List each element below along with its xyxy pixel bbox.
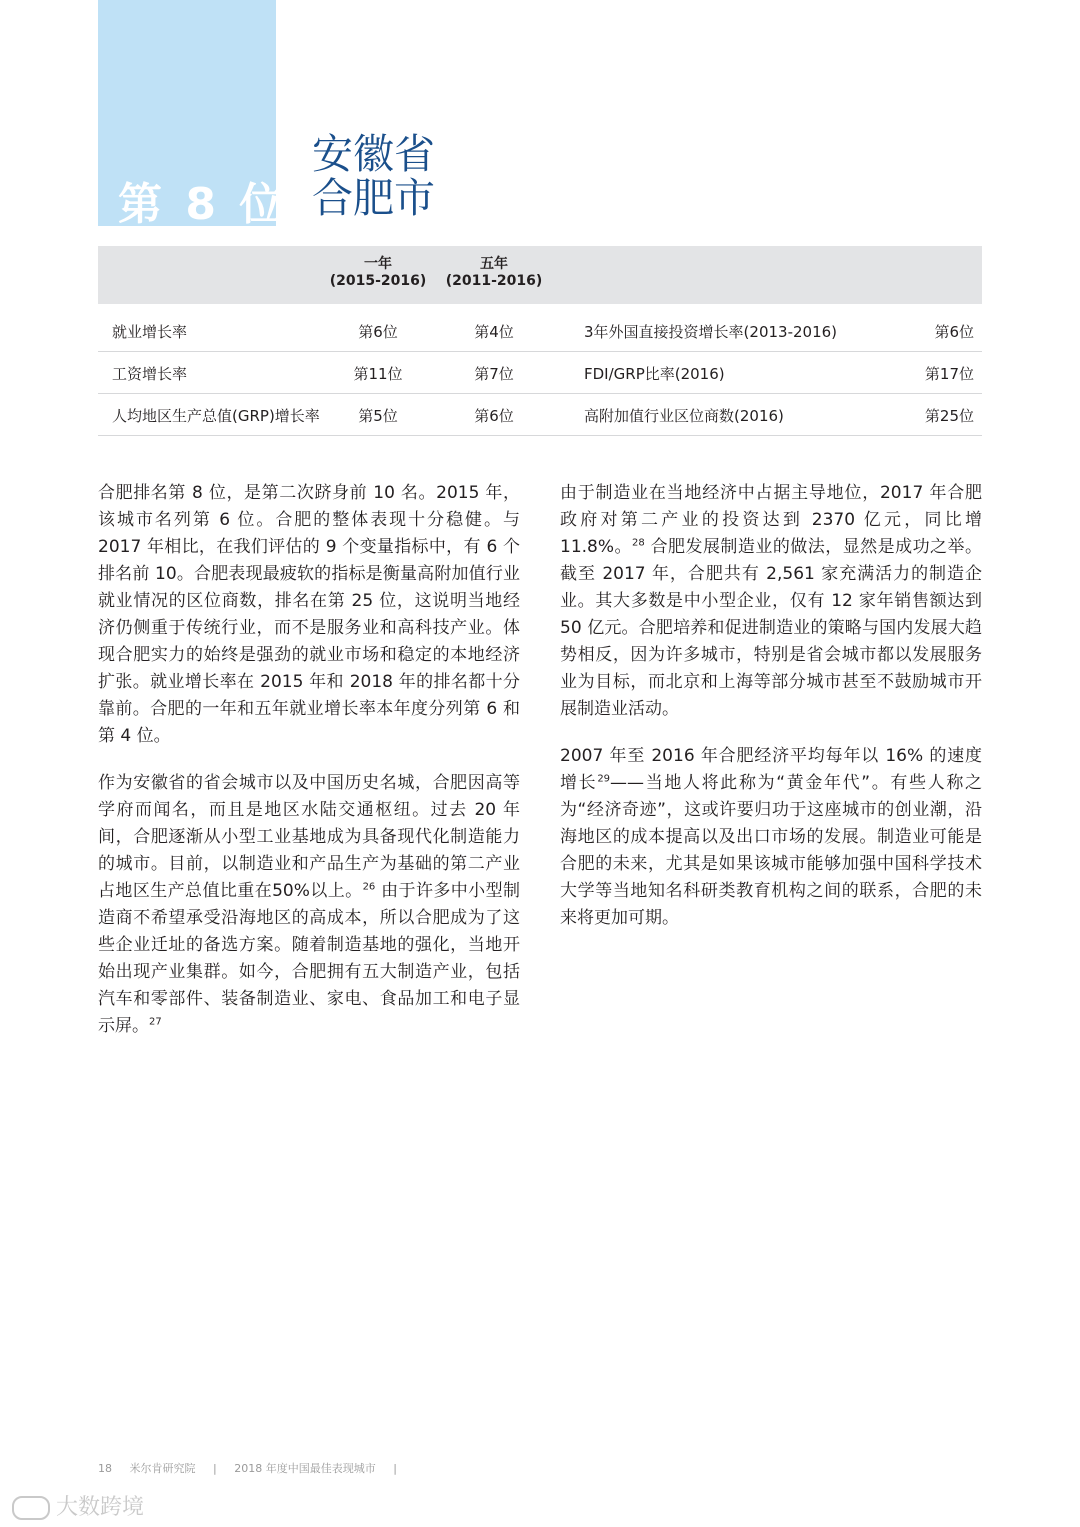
table-row [98,394,982,436]
column-header-one-year [328,256,428,290]
secondary-rank: 第6位 [934,323,974,341]
five-year-rank: 第6位 [474,407,514,425]
five-year-rank: 第4位 [474,323,514,341]
paragraph-text: 由于许多中小型制造商不希望承受沿海地区的高成本，所以合肥成为了这些企业迁址的备选方案。随着制造基地的强化，当地开始出现产业集群。如今，合肥拥有五大制造产业，包括汽车和零部件、装备制造业、家电、食品加工和电子显示屏。 [98,881,521,1036]
one-year-rank: 第6位 [358,323,398,341]
page-number: 18 [98,1462,112,1475]
watermark [12,1490,144,1521]
footnote-ref[interactable]: 27 [149,1016,162,1028]
footnote-ref[interactable]: 26 [362,881,376,893]
five-year-rank: 第7位 [474,365,514,383]
paragraph-text: 由于制造业在当地经济中占据主导地位，2017 年合肥政府对第二产业的投资达到 2370 亿元，同比增 11.8%。 [560,483,982,557]
column-header-five-year [444,256,544,290]
row-label-secondary: 高附加值行业区位商数(2016) [584,407,784,425]
footer-separator: | [213,1462,217,1475]
footnote-ref[interactable]: 28 [631,537,645,549]
one-year-rank: 第5位 [358,407,398,425]
rank-label: 第 8 位 [118,179,288,230]
table-row [98,310,982,352]
watermark-logo-icon [12,1496,50,1520]
province-name: 安徽省 [312,130,435,178]
secondary-rank: 第25位 [924,407,974,425]
secondary-rank: 第17位 [924,365,974,383]
paragraph: 合肥排名第 8 位，是第二次跻身前 10 名。2015 年，该城市名列第 6 位。合肥的整体表现十分稳健。与 2017 年相比，在我们评估的 9 个变量指标中，有 6 个排名前 10。合肥表现最疲软的指标是衡量高附加值行业就业情况的区位商数，排名在第 25 位，这说明当地经济仍侧重于传统行业，而不是服务业和高科技产业。体现合肥实力的始终是强劲的就业市场和稳定的本地经济扩张。就业增长率在 2015 年和 2018 年的排名都十分靠前。合肥的一年和五年就业增长率本年度分列第 6 和第 4 位。 [98,483,520,746]
table-row [98,352,982,394]
one-year-rank: 第11位 [353,365,403,383]
ranking-table [98,310,982,436]
paragraph-text: 合肥发展制造业的做法，显然是成功之举。截至 2017 年，合肥共有 2,561 家充满活力的制造企业。其大多数是中小型企业，仅有 12 家年销售额达到 50 亿元。合肥培养和促进制造业的策略与国内发展大趋势相反，因为许多城市，特别是省会城市都以发展服务业为目标，而北京和上海等部分城市甚至不鼓励城市开展制造业活动。 [560,537,982,719]
city-name: 合肥市 [312,174,435,222]
page-footer [98,1460,411,1476]
watermark-text: 大数跨境 [56,1495,145,1520]
left-column [98,480,520,1060]
paragraph [560,743,982,932]
paragraph [98,770,520,1040]
row-label-secondary: FDI/GRP比率(2016) [584,365,725,383]
paragraph-text: ——当地人将此称为“黄金年代”。有些人称之为“经济奇迹”，这或许要归功于这座城市的创业潮，沿海地区的成本提高以及出口市场的发展。制造业可能是合肥的未来，尤其是如果该城市能够加强中国科学技术大学等当地知名科研类教育机构之间的联系，合肥的未来将更加可期。 [560,773,983,928]
table-header [98,246,982,304]
column-header-one-year-range: (2015-2016) [329,273,427,289]
footer-publisher: 米尔肯研究院 [129,1462,196,1475]
row-label: 人均地区生产总值(GRP)增长率 [112,407,320,425]
row-label-secondary: 3年外国直接投资增长率(2013-2016) [584,323,838,341]
paragraph [560,480,982,723]
column-header-one-year-label: 一年 [364,256,392,272]
right-column [560,480,982,952]
row-label: 工资增长率 [112,365,188,383]
footer-report-title: 2018 年度中国最佳表现城市 [234,1462,376,1475]
footer-separator: | [393,1462,397,1475]
column-header-five-year-range: (2011-2016) [445,273,543,289]
column-header-five-year-label: 五年 [480,256,508,272]
paragraph-text: 2007 年至 2016 年合肥经济平均每年以 16% 的速度增长 [560,746,982,793]
paragraph-text: 作为安徽省的省会城市以及中国历史名城，合肥因高等学府而闻名，而且是地区水陆交通枢纽。过去 20 年间，合肥逐渐从小型工业基地成为具备现代化制造能力的城市。目前，以制造业和产品生产为基础的第二产业占地区生产总值比重在50%以上。 [98,773,520,901]
page-title [312,132,435,220]
row-label: 就业增长率 [112,323,188,341]
rank-banner [98,0,288,230]
footnote-ref[interactable]: 29 [597,773,611,785]
